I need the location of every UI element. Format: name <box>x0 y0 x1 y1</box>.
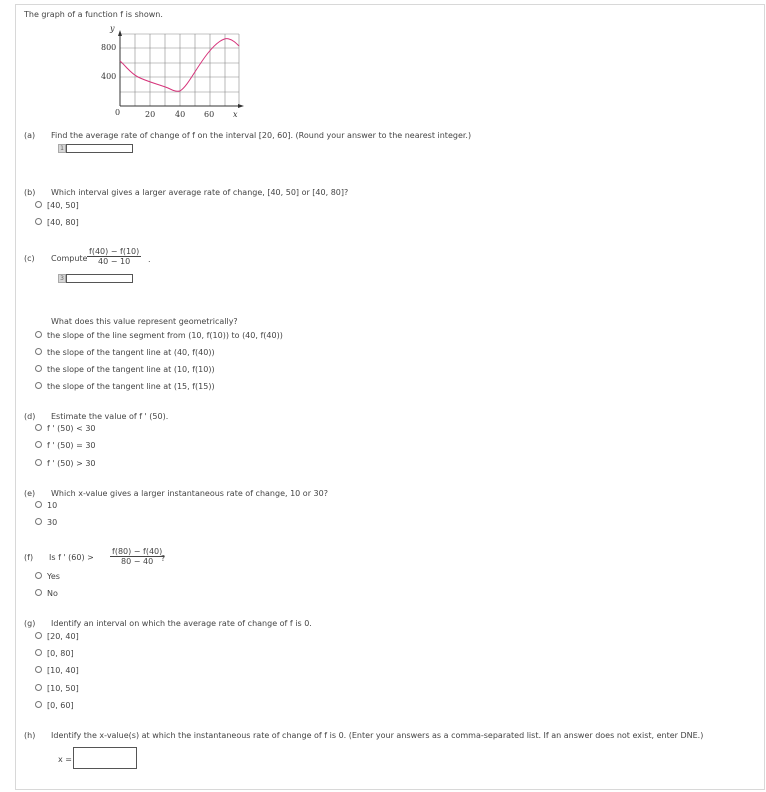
part-f-letter: (f) <box>24 553 34 562</box>
part-a-answer-input[interactable] <box>66 144 133 153</box>
part-e-radio-1[interactable] <box>35 501 42 508</box>
part-e-letter: (e) <box>24 489 36 498</box>
part-d-option-2: f ' (50) = 30 <box>47 441 96 450</box>
part-g-option-1: [20, 40] <box>47 632 79 641</box>
x-tick-20: 20 <box>145 110 156 119</box>
x-tick-60: 60 <box>204 110 215 119</box>
origin-label: 0 <box>115 108 121 117</box>
part-h-answer-input[interactable] <box>73 747 137 769</box>
part-e-option-1: 10 <box>47 501 58 510</box>
part-b-option-2: [40, 80] <box>47 218 79 227</box>
part-c-radio-1[interactable] <box>35 331 42 338</box>
intro-text: The graph of a function f is shown. <box>24 10 163 19</box>
y-tick-800: 800 <box>101 43 117 52</box>
part-e-question: Which x-value gives a larger instantaneous rate of change, 10 or 30? <box>51 489 328 498</box>
part-c-radio-3[interactable] <box>35 365 42 372</box>
part-c-denominator: 40 − 10 <box>98 257 131 266</box>
part-f-fraction <box>110 547 164 566</box>
part-h-letter: (h) <box>24 731 36 740</box>
part-f-question: Is f ' (60) > <box>49 553 94 562</box>
part-f-qmark: ? <box>161 554 166 563</box>
part-g-option-5: [0, 60] <box>47 701 74 710</box>
part-c-radio-2[interactable] <box>35 348 42 355</box>
part-c-period: . <box>148 255 151 264</box>
part-g-radio-2[interactable] <box>35 649 42 656</box>
part-b-radio-1[interactable] <box>35 201 42 208</box>
part-c-option-2: the slope of the tangent line at (40, f(40)) <box>47 348 215 357</box>
part-g-option-2: [0, 80] <box>47 649 74 658</box>
part-g-question: Identify an interval on which the average rate of change of f is 0. <box>51 619 312 628</box>
part-b-question: Which interval gives a larger average rate of change, [40, 50] or [40, 80]? <box>51 188 349 197</box>
part-c-answer-input[interactable] <box>66 274 133 283</box>
part-f-option-no: No <box>47 589 58 598</box>
part-g-option-4: [10, 50] <box>47 684 79 693</box>
part-c-option-3: the slope of the tangent line at (10, f(10)) <box>47 365 215 374</box>
part-d-option-1: f ' (50) < 30 <box>47 424 96 433</box>
part-c-option-4: the slope of the tangent line at (15, f(15)) <box>47 382 215 391</box>
part-g-radio-5[interactable] <box>35 701 42 708</box>
part-e-radio-2[interactable] <box>35 518 42 525</box>
part-f-numerator: f(80) − f(40) <box>112 547 163 556</box>
function-curve <box>120 39 239 92</box>
part-h-x-label: x = <box>58 755 72 764</box>
part-d-letter: (d) <box>24 412 36 421</box>
part-a-letter: (a) <box>24 131 36 140</box>
part-c-letter: (c) <box>24 254 35 263</box>
part-a-badge: 1 <box>58 144 66 153</box>
part-d-option-3: f ' (50) > 30 <box>47 459 96 468</box>
part-g-option-3: [10, 40] <box>47 666 79 675</box>
part-c-badge: 3 <box>58 274 66 283</box>
part-g-radio-3[interactable] <box>35 666 42 673</box>
part-b-letter: (b) <box>24 188 36 197</box>
part-d-radio-2[interactable] <box>35 441 42 448</box>
part-g-letter: (g) <box>24 619 36 628</box>
part-c-geometry-question: What does this value represent geometrically? <box>51 317 238 326</box>
part-b-radio-2[interactable] <box>35 218 42 225</box>
part-c-option-1: the slope of the line segment from (10, f(10)) to (40, f(40)) <box>47 331 283 340</box>
part-d-radio-3[interactable] <box>35 459 42 466</box>
x-tick-40: 40 <box>175 110 186 119</box>
part-c-numerator: f(40) − f(10) <box>89 247 140 256</box>
part-g-radio-4[interactable] <box>35 684 42 691</box>
part-f-option-yes: Yes <box>47 572 60 581</box>
part-d-radio-1[interactable] <box>35 424 42 431</box>
part-h-question: Identify the x-value(s) at which the instantaneous rate of change of f is 0. (Enter your answers as a comma-separated list. If an answer does not exist, enter DNE.) <box>51 731 704 740</box>
part-f-denominator: 80 − 40 <box>121 557 154 566</box>
part-c-compute-label: Compute <box>51 254 88 263</box>
part-e-option-2: 30 <box>47 518 58 527</box>
part-c-fraction <box>87 247 141 266</box>
x-axis-label: x <box>233 110 238 119</box>
part-c-radio-4[interactable] <box>35 382 42 389</box>
part-a-question: Find the average rate of change of f on the interval [20, 60]. (Round your answer to the nearest integer.) <box>51 131 472 140</box>
part-f-radio-no[interactable] <box>35 589 42 596</box>
y-axis-label: y <box>110 24 115 33</box>
part-g-radio-1[interactable] <box>35 632 42 639</box>
part-d-question: Estimate the value of f ' (50). <box>51 412 169 421</box>
part-f-radio-yes[interactable] <box>35 572 42 579</box>
y-tick-400: 400 <box>101 72 117 81</box>
part-b-option-1: [40, 50] <box>47 201 79 210</box>
